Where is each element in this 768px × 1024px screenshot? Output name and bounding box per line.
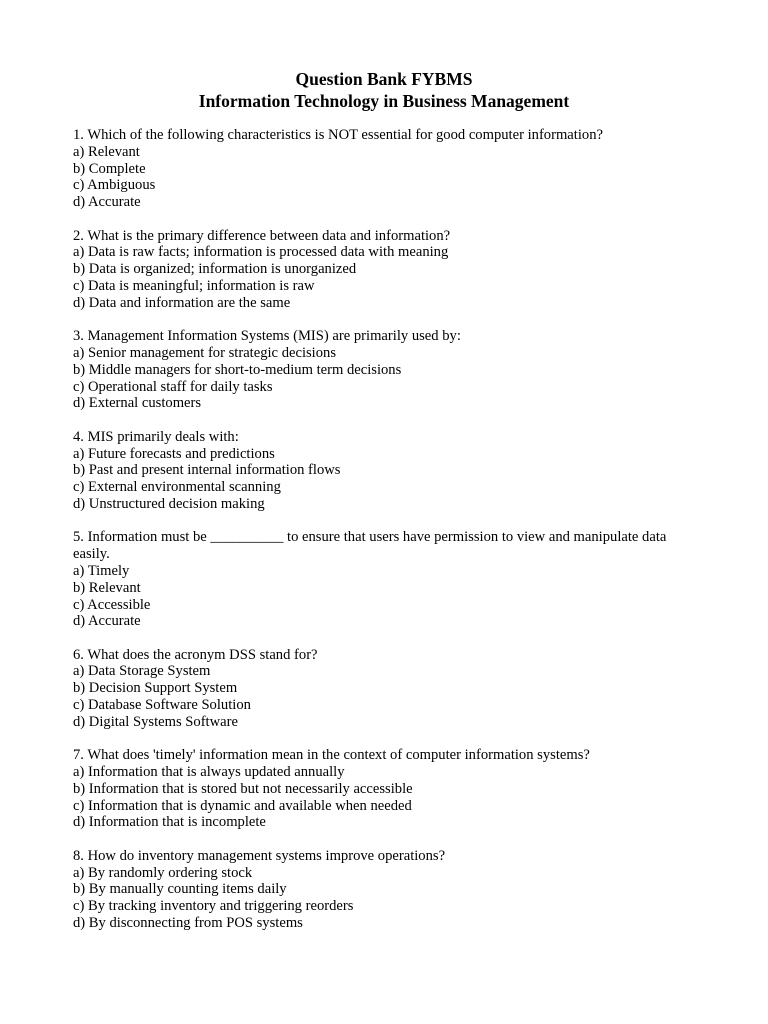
question-text: 1. Which of the following characteristics is NOT essential for good computer information? [73, 127, 603, 143]
question-4 [73, 429, 693, 513]
question-text: 4. MIS primarily deals with: [73, 428, 239, 445]
answer-option: a) Senior management for strategic decisions [73, 344, 337, 361]
title-block [0, 68, 768, 112]
answer-option: c) By tracking inventory and triggering reorders [73, 898, 354, 915]
answer-option: a) By randomly ordering stock [73, 864, 253, 881]
answer-option: c) Data is meaningful; information is raw [73, 277, 315, 294]
question-6 [73, 647, 693, 731]
answer-option: d) Digital Systems Software [73, 713, 238, 730]
answer-option: a) Information that is always updated annually [73, 764, 345, 781]
question-text: 8. How do inventory management systems improve operations? [73, 847, 446, 864]
question-text: 3. Management Information Systems (MIS) are primarily used by: [73, 328, 461, 345]
answer-option: b) Complete [73, 160, 146, 177]
answer-option: d) Data and information are the same [73, 294, 291, 311]
question-7 [73, 747, 693, 831]
answer-option: b) Relevant [73, 579, 141, 596]
answer-option: b) Information that is stored but not necessarily accessible [73, 780, 413, 797]
answer-option: b) Data is organized; information is unorganized [73, 261, 357, 278]
answer-option: b) Past and present internal information flows [73, 462, 341, 479]
answer-option: b) By manually counting items daily [73, 881, 287, 898]
answer-option: d) Information that is incomplete [73, 814, 266, 831]
question-8 [73, 848, 693, 932]
answer-option: d) Unstructured decision making [73, 495, 265, 512]
answer-option: c) Database Software Solution [73, 697, 251, 714]
answer-option: d) Accurate [73, 194, 141, 211]
answer-option: d) Accurate [73, 613, 141, 630]
answer-option: a) Relevant [73, 143, 140, 160]
answer-option: d) By disconnecting from POS systems [73, 915, 303, 932]
question-3 [73, 328, 693, 412]
question-text: 7. What does 'timely' information mean in the context of computer information systems? [73, 747, 590, 764]
question-text: 5. Information must be __________ to ensure that users have permission to view and manipulate data easily. [73, 529, 667, 563]
question-1 [73, 127, 693, 211]
answer-option: a) Timely [73, 562, 130, 579]
question-2 [73, 228, 693, 312]
answer-option: b) Decision Support System [73, 680, 238, 697]
answer-option: d) External customers [73, 395, 202, 412]
question-text: 6. What does the acronym DSS stand for? [73, 646, 318, 663]
answer-option: c) Information that is dynamic and available when needed [73, 797, 412, 814]
answer-option: c) Operational staff for daily tasks [73, 378, 273, 395]
question-list [73, 127, 693, 948]
answer-option: a) Data Storage System [73, 663, 211, 680]
answer-option: c) Accessible [73, 596, 151, 613]
question-5 [73, 529, 693, 630]
document-subtitle: Information Technology in Business Management [198, 91, 570, 111]
answer-option: b) Middle managers for short-to-medium term decisions [73, 361, 402, 378]
document-title: Question Bank FYBMS [295, 69, 473, 89]
answer-option: c) Ambiguous [73, 177, 156, 194]
question-text: 2. What is the primary difference between data and information? [73, 227, 451, 244]
answer-option: a) Future forecasts and predictions [73, 445, 275, 462]
answer-option: c) External environmental scanning [73, 479, 281, 496]
answer-option: a) Data is raw facts; information is processed data with meaning [73, 244, 449, 261]
